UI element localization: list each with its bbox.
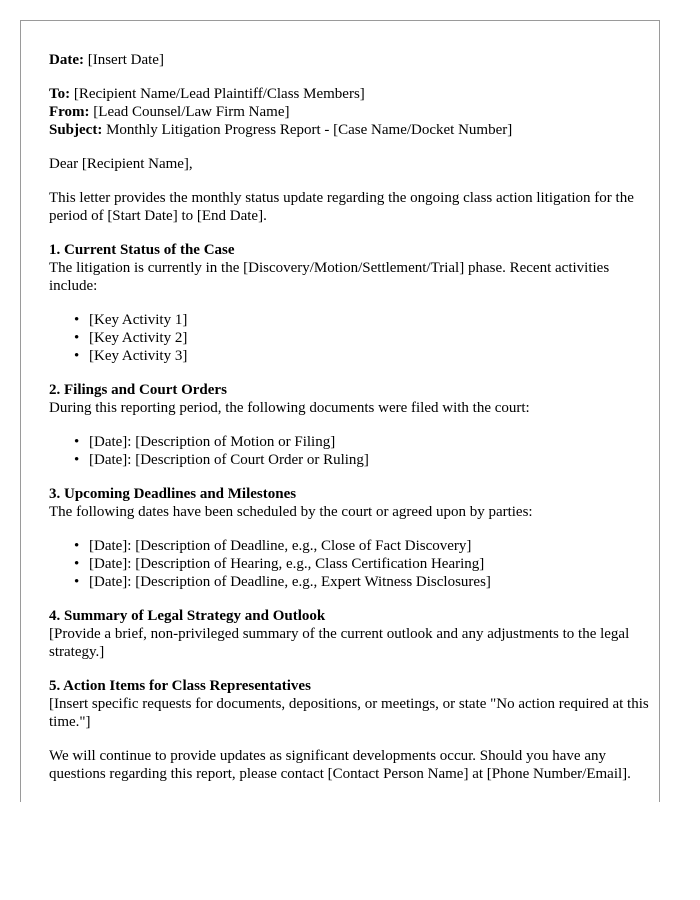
section-body: [Provide a brief, non-privileged summary of the current outlook and any adjustments to the legal strategy.] [49, 626, 630, 660]
closing-paragraph: We will continue to provide updates as significant developments occur. Should you have any questions regarding this report, please contact [Contact Person Name] at [Phone Number/Email]. [49, 748, 631, 782]
bullet-icon: • [74, 538, 80, 554]
bullet-icon: • [74, 556, 80, 572]
letter-page [20, 20, 660, 802]
bullet-icon: • [74, 452, 80, 468]
bullet-list [49, 537, 649, 591]
letter-content [21, 21, 649, 783]
date-line [49, 51, 649, 69]
from-value: [Lead Counsel/Law Firm Name] [93, 104, 290, 120]
section-heading: 4. Summary of Legal Strategy and Outlook [49, 608, 326, 624]
section-heading: 2. Filings and Court Orders [49, 382, 227, 398]
from-line [49, 103, 649, 121]
bullet-icon: • [74, 574, 80, 590]
list-item: • [Key Activity 2] [74, 330, 188, 346]
date-value: [Insert Date] [87, 52, 164, 68]
section-body: [Insert specific requests for documents, depositions, or meetings, or state "No action required at this time."] [49, 696, 649, 730]
bullet-list [49, 433, 649, 469]
list-item: • [Date]: [Description of Court Order or Ruling] [74, 452, 369, 468]
subject-label: Subject: [49, 122, 103, 138]
subject-value: Monthly Litigation Progress Report - [Case Name/Docket Number] [106, 122, 513, 138]
to-line [49, 85, 649, 103]
list-item: • [Date]: [Description of Hearing, e.g., Class Certification Hearing] [74, 556, 485, 572]
bullet-icon: • [74, 348, 80, 364]
list-item: • [Key Activity 3] [74, 348, 188, 364]
section-body: During this reporting period, the following documents were filed with the court: [49, 400, 530, 416]
section-heading: 3. Upcoming Deadlines and Milestones [49, 486, 297, 502]
list-item: • [Date]: [Description of Deadline, e.g., Close of Fact Discovery] [74, 538, 472, 554]
list-item: • [Key Activity 1] [74, 312, 188, 328]
date-label: Date: [49, 52, 84, 68]
section-heading: 5. Action Items for Class Representatives [49, 678, 311, 694]
list-item: • [Date]: [Description of Deadline, e.g., Expert Witness Disclosures] [74, 574, 491, 590]
section-heading: 1. Current Status of the Case [49, 242, 235, 258]
bullet-icon: • [74, 434, 80, 450]
to-value: [Recipient Name/Lead Plaintiff/Class Members] [73, 86, 365, 102]
from-label: From: [49, 104, 90, 120]
section-body: The litigation is currently in the [Discovery/Motion/Settlement/Trial] phase. Recent activities include: [49, 260, 610, 294]
subject-line [49, 121, 649, 139]
bullet-list [49, 311, 649, 365]
section-body: The following dates have been scheduled by the court or agreed upon by parties: [49, 504, 533, 520]
intro-paragraph: This letter provides the monthly status update regarding the ongoing class action litigation for the period of [Start Date] to [End Date]. [49, 190, 634, 224]
list-item: • [Date]: [Description of Motion or Filing] [74, 434, 336, 450]
salutation: Dear [Recipient Name], [49, 156, 193, 172]
bullet-icon: • [74, 330, 80, 346]
bullet-icon: • [74, 312, 80, 328]
to-label: To: [49, 86, 71, 102]
